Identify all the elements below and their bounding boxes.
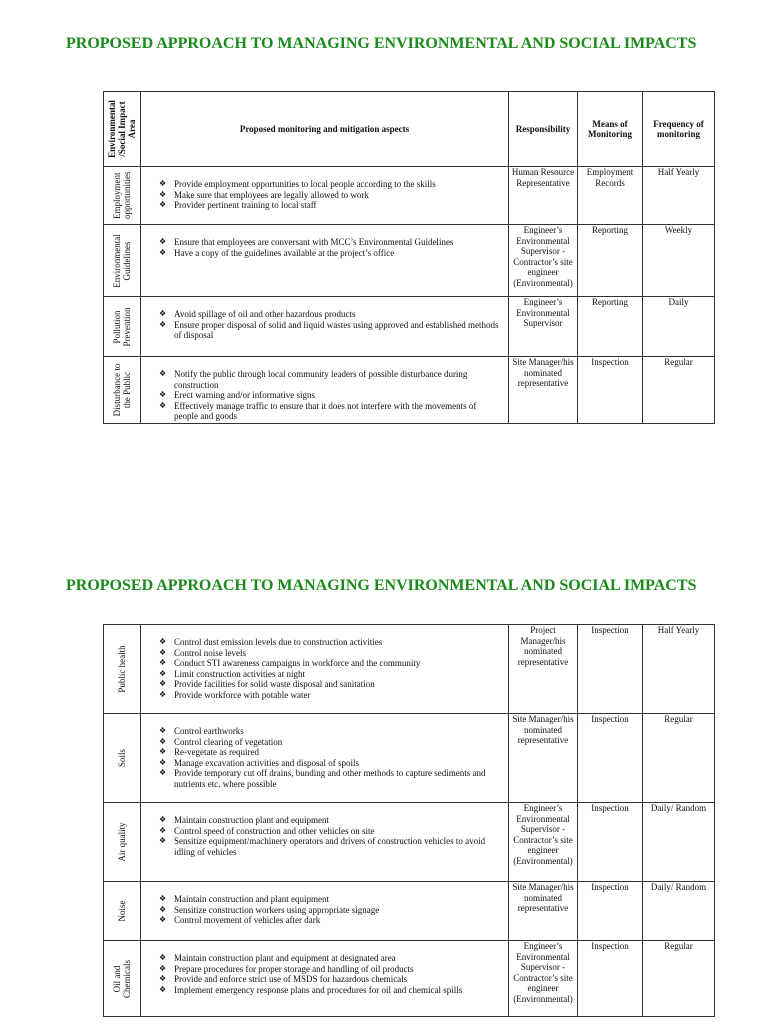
responsibility-cell: Project Manager/his nominated representative [509,625,578,714]
mitigation-item: ❖ Maintain construction plant and equipment [159,815,502,826]
table-header-row [104,92,715,167]
mitigation-item: ❖ Provide temporary cut off drains, bunding and other methods to capture sediments and nutrients etc. where possible [159,768,502,789]
header-means: Means of Monitoring [578,92,643,167]
mitigation-item: ❖ Control noise levels [159,648,502,659]
means-of-monitoring-cell: Employment Records [578,167,643,225]
means-of-monitoring-cell: Inspection [578,625,643,714]
impact-area-label: Pollution Prevention [112,307,132,346]
header-frequency: Frequency of monitoring [643,92,715,167]
mitigation-aspects-cell [141,297,509,357]
means-of-monitoring-cell: Inspection [578,941,643,1017]
means-of-monitoring-cell: Reporting [578,297,643,357]
mitigation-item: ❖ Manage excavation activities and disposal of spoils [159,758,502,769]
mitigation-aspects-cell [141,882,509,941]
impact-area-label: Disturbance to the Public [112,363,132,417]
mitigation-list [141,225,508,258]
mitigation-item: ❖ Avoid spillage of oil and other hazardous products [159,309,502,320]
mitigation-item: ❖ Maintain construction plant and equipment at designated area [159,953,502,964]
mitigation-list [141,882,508,926]
responsibility-cell: Engineer’s Environmental Supervisor [509,297,578,357]
mitigation-item: ❖ Control clearing of vegetation [159,737,502,748]
mitigation-item: ❖ Provide employment opportunities to local people according to the skills [159,179,502,190]
frequency-cell: Half Yearly [643,167,715,225]
frequency-cell: Daily/ Random [643,882,715,941]
table-row [104,297,715,357]
mitigation-item: ❖ Re-vegetate as required [159,747,502,758]
means-of-monitoring-cell: Inspection [578,714,643,803]
table-row [104,225,715,297]
impact-area-label: Employment opportunities [112,171,132,219]
impact-area-cell [104,882,141,941]
mitigation-item: ❖ Limit construction activities at night [159,669,502,680]
table-row [104,625,715,714]
mitigation-item: ❖ Make sure that employees are legally allowed to work [159,190,502,201]
mitigation-item: ❖ Provide and enforce strict use of MSDS for hazardous chemicals [159,974,502,985]
frequency-cell: Regular [643,714,715,803]
impact-area-cell [104,167,141,225]
header-area [104,92,141,167]
table-row [104,714,715,803]
impact-area-label: Noise [117,900,127,922]
mitigation-aspects-cell [141,803,509,882]
mitigation-item: ❖ Conduct STI awareness campaigns in workforce and the community [159,658,502,669]
impact-area-label: Public health [117,645,127,693]
mitigation-item: ❖ Sensitize construction workers using appropriate signage [159,905,502,916]
mitigation-list [141,297,508,341]
frequency-cell: Regular [643,941,715,1017]
means-of-monitoring-cell: Reporting [578,225,643,297]
mitigation-list [141,625,508,700]
impact-area-label: Soils [117,749,127,768]
impact-area-label: Air quality [117,822,127,862]
mitigation-item: ❖ Sensitize equipment/machinery operators and drivers of construction vehicles to avoid idling of vehicles [159,836,502,857]
mitigation-list [141,357,508,422]
header-area-label: Environmental /Social Impact Area [107,100,137,158]
mitigation-item: ❖ Maintain construction and plant equipment [159,894,502,905]
table-row [104,167,715,225]
frequency-cell: Daily/ Random [643,803,715,882]
impact-area-label: Environmental Guidelines [112,233,132,288]
mitigation-item: ❖ Control speed of construction and other vehicles on site [159,826,502,837]
mitigation-list [141,941,508,995]
frequency-cell: Half Yearly [643,625,715,714]
impacts-table-2 [103,624,715,1017]
table-row [104,803,715,882]
means-of-monitoring-cell: Inspection [578,357,643,424]
impact-area-cell [104,297,141,357]
mitigation-aspects-cell [141,357,509,424]
impacts-table-1 [103,91,715,424]
mitigation-list [141,803,508,857]
mitigation-item: ❖ Control movement of vehicles after dark [159,915,502,926]
frequency-cell: Regular [643,357,715,424]
mitigation-item: ❖ Implement emergency response plans and procedures for oil and chemical spills [159,985,502,996]
means-of-monitoring-cell: Inspection [578,882,643,941]
header-aspects: Proposed monitoring and mitigation aspects [141,92,509,167]
impact-area-cell [104,225,141,297]
responsibility-cell: Site Manager/his nominated representative [509,882,578,941]
mitigation-list [141,714,508,789]
mitigation-aspects-cell [141,225,509,297]
mitigation-aspects-cell [141,625,509,714]
impact-area-cell [104,357,141,424]
impact-area-cell [104,803,141,882]
responsibility-cell: Engineer’s Environmental Supervisor - Contractor’s site engineer (Environmental) [509,803,578,882]
responsibility-cell: Site Manager/his nominated representative [509,714,578,803]
frequency-cell: Weekly [643,225,715,297]
impact-area-cell [104,714,141,803]
responsibility-cell: Engineer’s Environmental Supervisor - Contractor’s site engineer (Environmental) [509,225,578,297]
means-of-monitoring-cell: Inspection [578,803,643,882]
mitigation-item: ❖ Have a copy of the guidelines available at the project’s office [159,248,502,259]
responsibility-cell: Human Resource Representative [509,167,578,225]
mitigation-aspects-cell [141,714,509,803]
mitigation-item: ❖ Control dust emission levels due to construction activities [159,637,502,648]
mitigation-item: ❖ Provide workforce with potable water [159,690,502,701]
impact-area-label: Oil and Chemicals [112,959,132,998]
mitigation-item: ❖ Prepare procedures for proper storage and handling of oil products [159,964,502,975]
section-2-title: PROPOSED APPROACH TO MANAGING ENVIRONMENTAL AND SOCIAL IMPACTS [66,577,697,594]
mitigation-aspects-cell [141,941,509,1017]
mitigation-item: ❖ Erect warning and/or informative signs [159,390,502,401]
table-row [104,941,715,1017]
responsibility-cell: Site Manager/his nominated representative [509,357,578,424]
mitigation-list [141,167,508,211]
section-1-title: PROPOSED APPROACH TO MANAGING ENVIRONMENTAL AND SOCIAL IMPACTS [66,35,697,52]
mitigation-aspects-cell [141,167,509,225]
mitigation-item: ❖ Effectively manage traffic to ensure that it does not interfere with the movements of people and goods [159,401,502,422]
impact-area-cell [104,625,141,714]
table-row [104,882,715,941]
responsibility-cell: Engineer’s Environmental Supervisor - Contractor’s site engineer (Environmental) [509,941,578,1017]
mitigation-item: ❖ Ensure that employees are conversant with MCC’s Environmental Guidelines [159,237,502,248]
table-row [104,357,715,424]
mitigation-item: ❖ Notify the public through local community leaders of possible disturbance during construction [159,369,502,390]
mitigation-item: ❖ Provider pertinent training to local staff [159,200,502,211]
frequency-cell: Daily [643,297,715,357]
mitigation-item: ❖ Control earthworks [159,726,502,737]
header-responsibility: Responsibility [509,92,578,167]
mitigation-item: ❖ Provide facilities for solid waste disposal and sanitation [159,679,502,690]
mitigation-item: ❖ Ensure proper disposal of solid and liquid wastes using approved and established methods of disposal [159,320,502,341]
impact-area-cell [104,941,141,1017]
